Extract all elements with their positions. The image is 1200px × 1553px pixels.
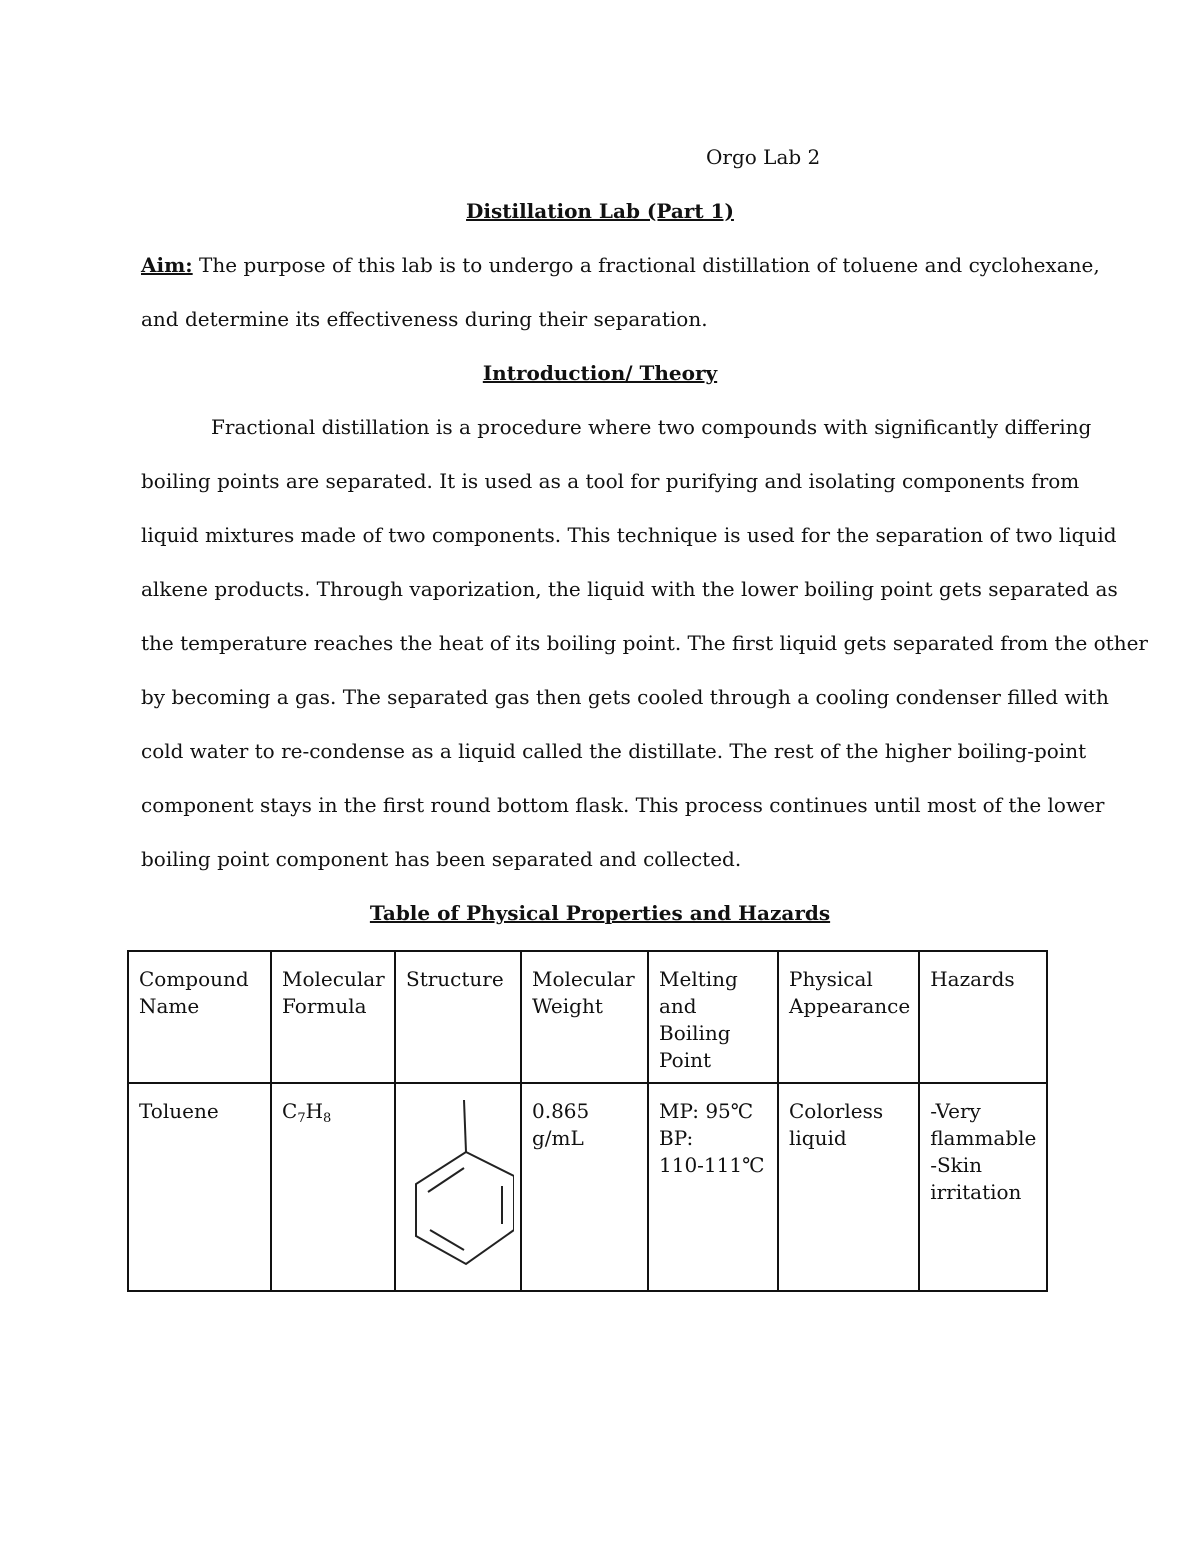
cell-physical-appearance [778, 1083, 919, 1291]
appearance-line: liquid [789, 1126, 847, 1150]
table-header-row [128, 951, 1047, 1083]
cell-compound-name: Toluene [128, 1083, 271, 1291]
aim-label: Aim: [141, 253, 193, 277]
intro-line: by becoming a gas. The separated gas then gets cooled through a cooling condenser filled with [141, 685, 1109, 709]
boiling-point-label: BP: [659, 1126, 694, 1150]
hazard-line: flammable [930, 1126, 1037, 1150]
header-cell-hazards: Hazards [919, 951, 1047, 1083]
aim-line-1 [141, 251, 1100, 279]
table-row [128, 1083, 1047, 1291]
intro-heading: Introduction/ Theory [482, 361, 718, 385]
toluene-structure-icon [404, 1096, 514, 1268]
header-cell-molecular-formula: Molecular Formula [271, 951, 395, 1083]
intro-line: component stays in the first round bottom flask. This process continues until most of the lower [141, 793, 1105, 817]
cell-melting-boiling-point [648, 1083, 778, 1291]
intro-line: boiling point component has been separated and collected. [141, 847, 742, 871]
header-cell-melting-boiling-point: Melting and Boiling Point [648, 951, 778, 1083]
weight-unit: g/mL [532, 1126, 584, 1150]
header-cell-molecular-weight: Molecular Weight [521, 951, 648, 1083]
boiling-point: 110-111℃ [659, 1153, 765, 1177]
header-cell-physical-appearance: Physical Appearance [778, 951, 919, 1083]
cell-structure [395, 1083, 521, 1291]
weight-value: 0.865 [532, 1099, 590, 1123]
properties-table [127, 950, 1048, 1292]
formula-c: C [282, 1099, 298, 1123]
course-header: Orgo Lab 2 [706, 145, 821, 169]
header-cell-structure: Structure [395, 951, 521, 1083]
intro-line: boiling points are separated. It is used as a tool for purifying and isolating components from [141, 469, 1080, 493]
melting-point: MP: 95℃ [659, 1099, 754, 1123]
formula-c-subscript: 7 [297, 1111, 306, 1126]
formula-h-subscript: 8 [323, 1111, 332, 1126]
aim-line-2: and determine its effectiveness during their separation. [141, 307, 708, 331]
table-caption: Table of Physical Properties and Hazards [369, 901, 831, 925]
cell-molecular-formula [271, 1083, 395, 1291]
hazard-line: -Skin [930, 1153, 983, 1177]
hazard-line: -Very [930, 1099, 981, 1123]
intro-line: alkene products. Through vaporization, the liquid with the lower boiling point gets separated as [141, 577, 1118, 601]
hazard-line: irritation [930, 1180, 1022, 1204]
formula-h: H [305, 1099, 324, 1123]
cell-hazards [919, 1083, 1047, 1291]
header-cell-compound-name: Compound Name [128, 951, 271, 1083]
document-title: Distillation Lab (Part 1) [466, 199, 734, 223]
appearance-line: Colorless [789, 1099, 884, 1123]
cell-molecular-weight [521, 1083, 648, 1291]
intro-line: liquid mixtures made of two components. This technique is used for the separation of two liquid [141, 523, 1117, 547]
intro-line: Fractional distillation is a procedure where two compounds with significantly differing [211, 415, 1092, 439]
aim-text-1: The purpose of this lab is to undergo a fractional distillation of toluene and cyclohexane, [192, 253, 1100, 277]
intro-line: the temperature reaches the heat of its boiling point. The first liquid gets separated from the other [141, 631, 1148, 655]
intro-line: cold water to re-condense as a liquid called the distillate. The rest of the higher boiling-point [141, 739, 1087, 763]
